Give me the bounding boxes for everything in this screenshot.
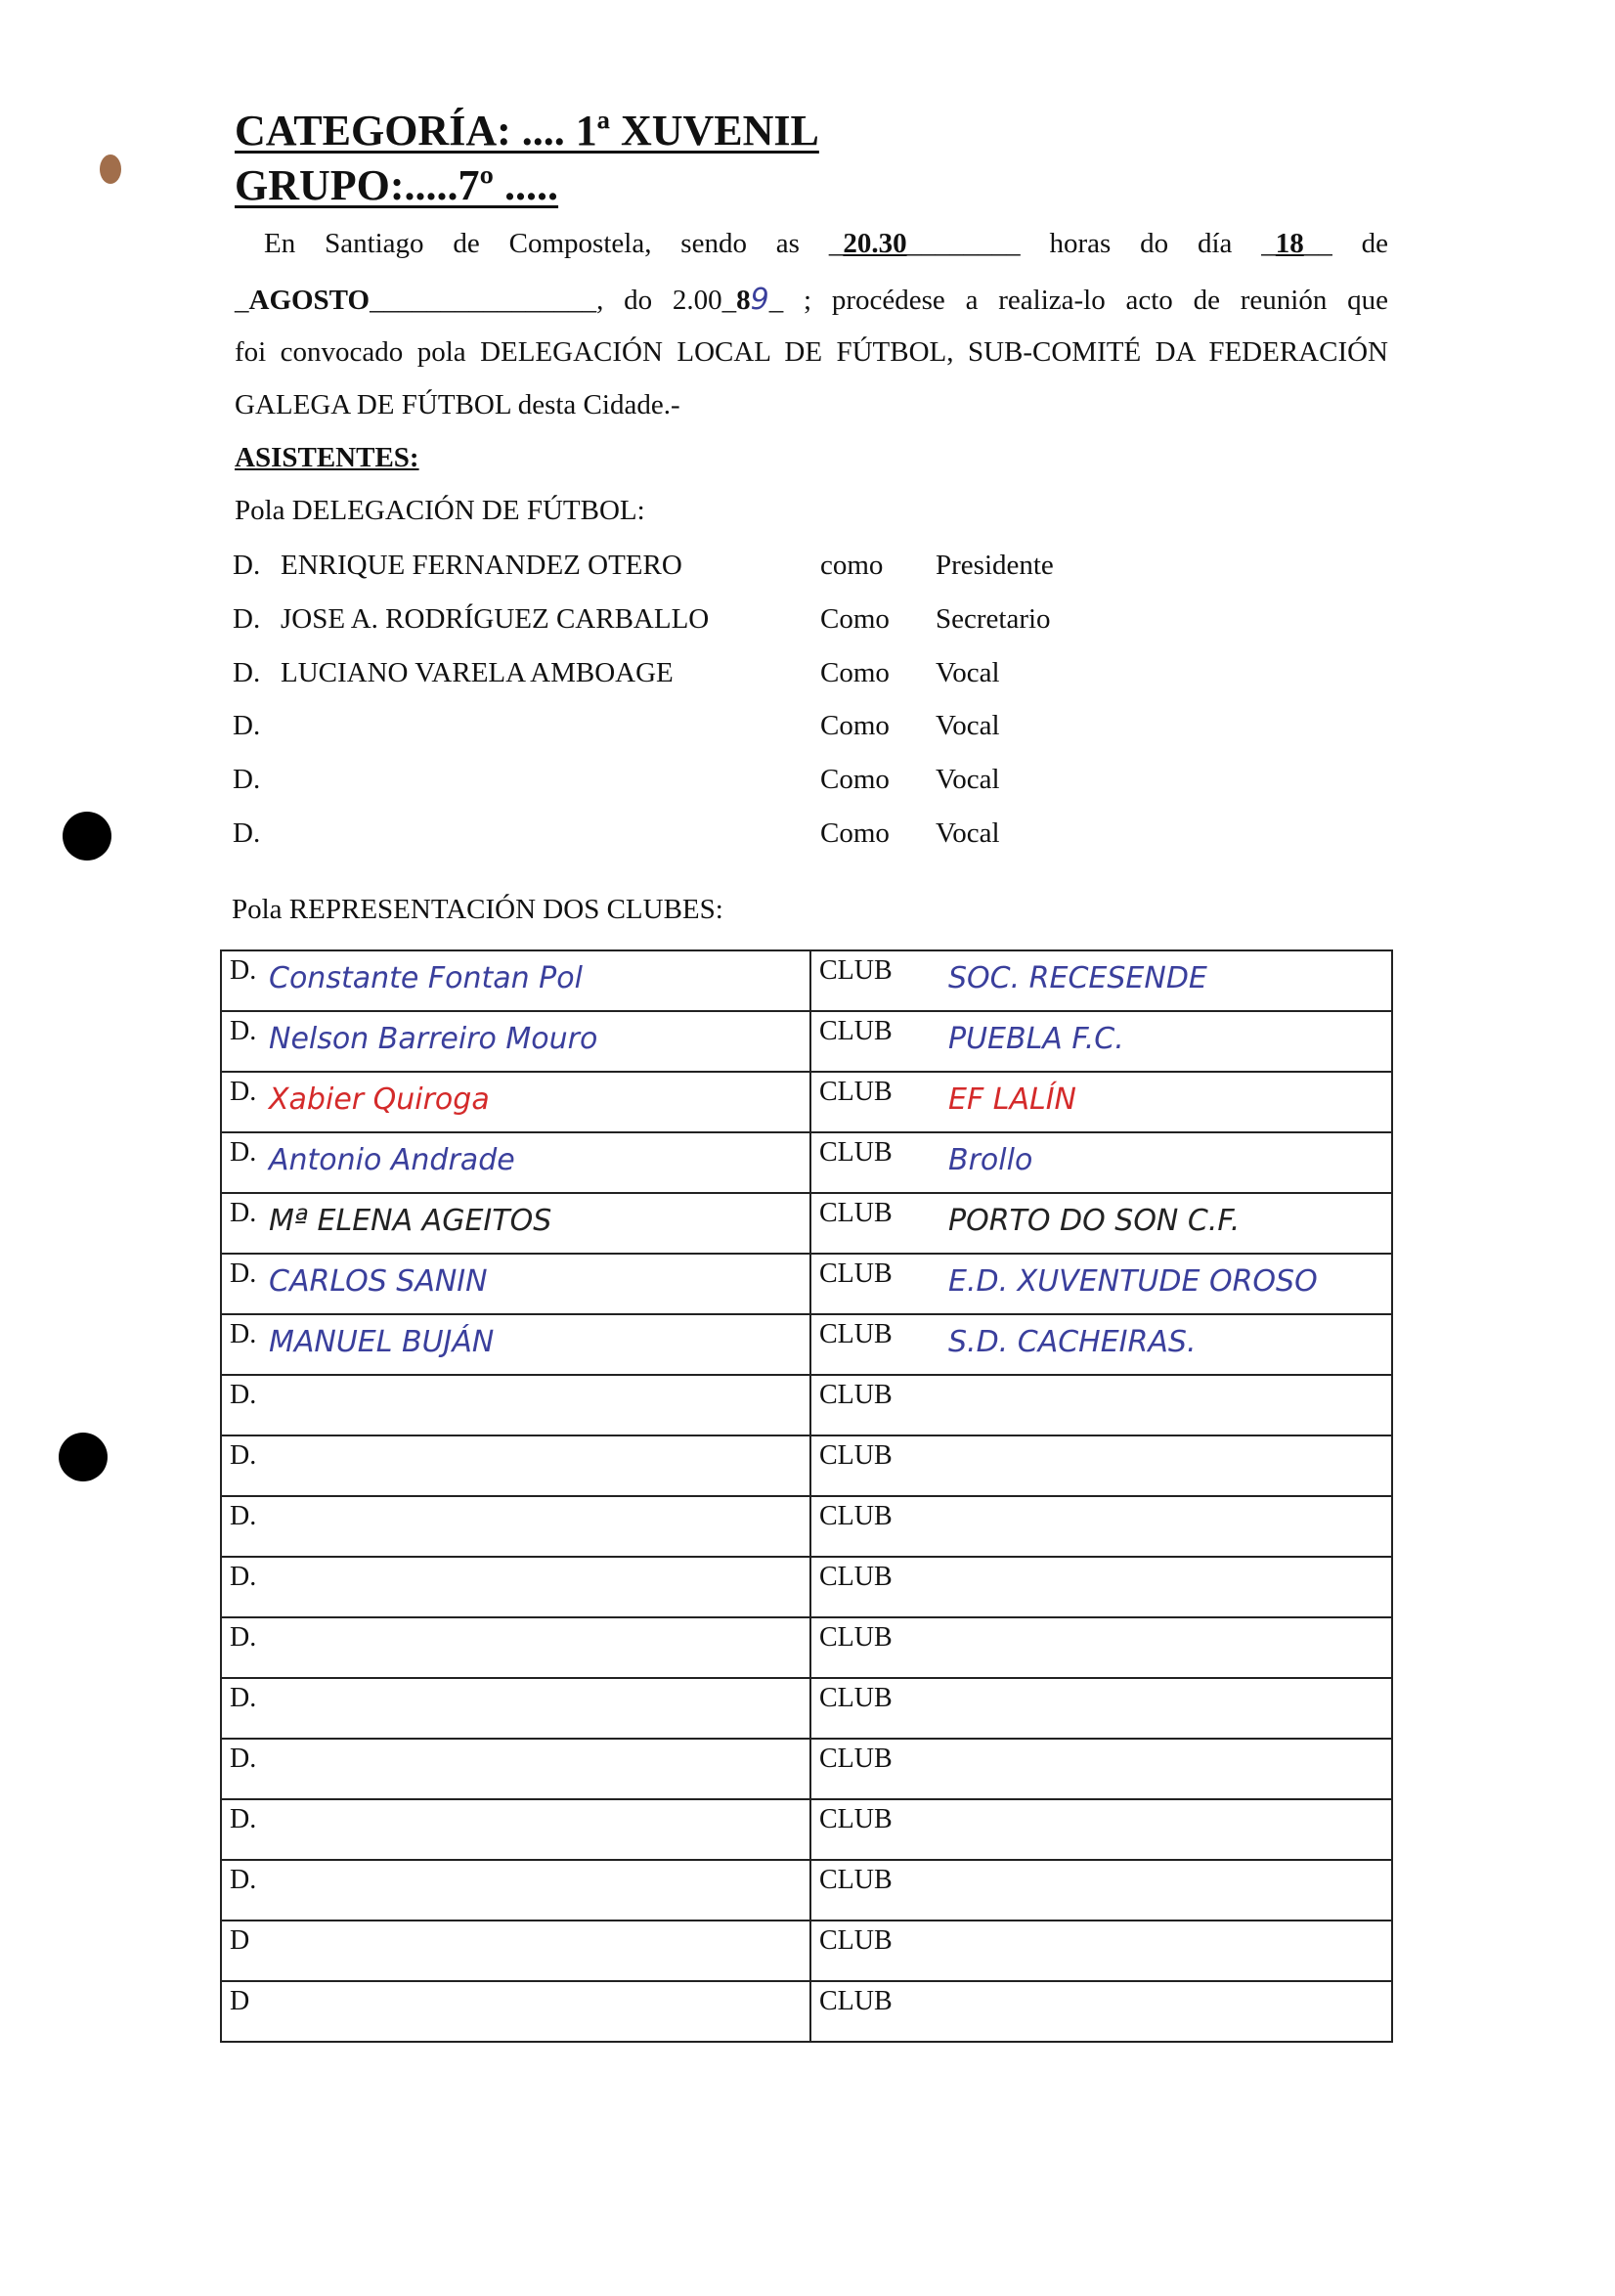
- delegacion-como: Como: [820, 602, 890, 635]
- delegate-prefix: D.: [230, 1562, 257, 1592]
- delegate-prefix: D.: [230, 1137, 257, 1168]
- delegate-cell: [221, 1496, 810, 1557]
- club-cell: [810, 1254, 1392, 1314]
- delegacion-role: Vocal: [936, 656, 1000, 688]
- delegate-name: Antonio Andrade: [269, 1143, 515, 1177]
- intro-text: de: [1361, 228, 1389, 259]
- table-row: [221, 950, 1392, 1011]
- clubes-table: [220, 949, 1393, 2043]
- table-row: [221, 1496, 1392, 1557]
- delegate-cell: [221, 1921, 810, 1981]
- club-cell: [810, 1617, 1392, 1678]
- club-cell: [810, 1011, 1392, 1072]
- club-label: CLUB: [819, 1258, 893, 1289]
- delegate-name: Nelson Barreiro Mouro: [269, 1022, 598, 1056]
- delegate-prefix: D: [230, 1925, 250, 1956]
- intro-text: En Santiago de Compostela, sendo as: [264, 228, 800, 259]
- club-cell: [810, 1072, 1392, 1132]
- delegate-prefix: D.: [230, 1501, 257, 1531]
- punch-hole: [63, 812, 111, 861]
- ano-handwritten: 9: [750, 283, 769, 317]
- delegacion-name: LUCIANO VARELA AMBOAGE: [281, 656, 674, 688]
- delegate-name: Mª ELENA AGEITOS: [269, 1204, 552, 1238]
- delegacion-role: Secretario: [936, 602, 1051, 635]
- delegate-cell: [221, 1860, 810, 1921]
- delegate-prefix: D.: [230, 1319, 257, 1349]
- club-label: CLUB: [819, 1562, 893, 1592]
- table-row: [221, 1921, 1392, 1981]
- delegacion-como: Como: [820, 656, 890, 688]
- categoria-heading: CATEGORÍA: .... 1ª XUVENIL: [235, 107, 819, 155]
- delegate-cell: [221, 1011, 810, 1072]
- table-row: [221, 1678, 1392, 1739]
- delegate-name: Constante Fontan Pol: [269, 961, 583, 995]
- delegate-prefix: D.: [230, 1804, 257, 1834]
- club-name: S.D. CACHEIRAS.: [948, 1325, 1197, 1359]
- club-cell: [810, 1799, 1392, 1860]
- delegate-prefix: D.: [230, 1077, 257, 1107]
- table-row: [221, 1254, 1392, 1314]
- intro-text: horas do día: [1049, 228, 1233, 259]
- delegate-prefix: D.: [230, 955, 257, 986]
- delegate-cell: [221, 1132, 810, 1193]
- delegate-prefix: D.: [230, 1198, 257, 1228]
- club-cell: [810, 1678, 1392, 1739]
- delegate-cell: [221, 1375, 810, 1435]
- table-row: [221, 1011, 1392, 1072]
- delegacion-prefix: D.: [233, 817, 261, 849]
- hora-value: 20.30: [843, 228, 907, 259]
- table-row: [221, 1981, 1392, 2042]
- table-row: [221, 1799, 1392, 1860]
- punch-hole: [59, 1433, 108, 1481]
- delegacion-role: Vocal: [936, 764, 1000, 796]
- delegate-cell: [221, 1193, 810, 1254]
- delegacion-como: como: [820, 550, 884, 581]
- delegate-name: MANUEL BUJÁN: [269, 1325, 495, 1359]
- intro-line-3: foi convocado pola DELEGACIÓN LOCAL DE FÚTBOL, SUB-COMITÉ DA FEDERACIÓN: [235, 336, 1388, 368]
- delegate-cell: [221, 1072, 810, 1132]
- delegate-prefix: D.: [230, 1683, 257, 1713]
- intro-line-4: GALEGA DE FÚTBOL desta Cidade.-: [235, 389, 680, 420]
- delegate-cell: [221, 1557, 810, 1617]
- delegacion-name: JOSE A. RODRÍGUEZ CARBALLO: [281, 602, 710, 635]
- delegate-name: Xabier Quiroga: [269, 1082, 490, 1117]
- delegate-cell: [221, 1617, 810, 1678]
- club-label: CLUB: [819, 1380, 893, 1410]
- delegacion-label: Pola DELEGACIÓN DE FÚTBOL:: [235, 495, 645, 526]
- club-cell: [810, 1132, 1392, 1193]
- club-label: CLUB: [819, 1137, 893, 1168]
- clubes-label: Pola REPRESENTACIÓN DOS CLUBES:: [232, 894, 723, 925]
- club-label: CLUB: [819, 1865, 893, 1895]
- table-row: [221, 1375, 1392, 1435]
- delegate-cell: [221, 1739, 810, 1799]
- club-label: CLUB: [819, 955, 893, 986]
- club-label: CLUB: [819, 1016, 893, 1046]
- club-name: E.D. XUVENTUDE OROSO: [948, 1264, 1318, 1299]
- delegate-prefix: D.: [230, 1380, 257, 1410]
- club-cell: [810, 1314, 1392, 1375]
- table-row: [221, 1617, 1392, 1678]
- delegacion-prefix: D.: [233, 710, 261, 742]
- club-label: CLUB: [819, 1622, 893, 1653]
- delegate-cell: [221, 1981, 810, 2042]
- club-name: PORTO DO SON C.F.: [948, 1204, 1241, 1238]
- table-row: [221, 1314, 1392, 1375]
- club-label: CLUB: [819, 1683, 893, 1713]
- club-label: CLUB: [819, 1198, 893, 1228]
- delegacion-como: Como: [820, 710, 890, 742]
- club-label: CLUB: [819, 1501, 893, 1531]
- club-cell: [810, 1435, 1392, 1496]
- table-row: [221, 1132, 1392, 1193]
- ano-printed: 8: [736, 285, 751, 316]
- delegate-cell: [221, 1314, 810, 1375]
- delegate-cell: [221, 950, 810, 1011]
- delegate-prefix: D.: [230, 1622, 257, 1653]
- club-cell: [810, 950, 1392, 1011]
- table-row: [221, 1860, 1392, 1921]
- club-label: CLUB: [819, 1804, 893, 1834]
- intro-line-2: _AGOSTO________________, do 2.00_89_ ; procédese a realiza-lo acto de reunión que: [235, 283, 1389, 317]
- club-label: CLUB: [819, 1986, 893, 2016]
- club-cell: [810, 1557, 1392, 1617]
- delegate-cell: [221, 1254, 810, 1314]
- delegacion-role: Presidente: [936, 550, 1054, 581]
- club-name: EF LALÍN: [948, 1082, 1076, 1117]
- delegacion-role: Vocal: [936, 710, 1000, 742]
- delegate-cell: [221, 1799, 810, 1860]
- mes-value: AGOSTO: [248, 285, 371, 316]
- delegate-name: CARLOS SANIN: [269, 1264, 488, 1299]
- delegate-cell: [221, 1678, 810, 1739]
- club-label: CLUB: [819, 1744, 893, 1774]
- table-row: [221, 1193, 1392, 1254]
- club-label: CLUB: [819, 1925, 893, 1956]
- delegacion-prefix: D.: [233, 602, 261, 635]
- club-cell: [810, 1375, 1392, 1435]
- club-name: SOC. RECESENDE: [948, 961, 1207, 995]
- stain: [100, 155, 121, 184]
- intro-text: ; procédese a realiza-lo acto de reunión que: [804, 285, 1389, 316]
- delegate-prefix: D: [230, 1986, 250, 2016]
- delegate-cell: [221, 1435, 810, 1496]
- delegacion-name: ENRIQUE FERNANDEZ OTERO: [281, 550, 682, 581]
- intro-line-1: En Santiago de Compostela, sendo as _20.30________ horas do día _18__ de: [235, 228, 1388, 260]
- table-row: [221, 1557, 1392, 1617]
- club-label: CLUB: [819, 1319, 893, 1349]
- delegacion-como: Como: [820, 817, 890, 849]
- club-cell: [810, 1193, 1392, 1254]
- table-row: [221, 1072, 1392, 1132]
- delegate-prefix: D.: [230, 1440, 257, 1471]
- intro-text: , do 2.00: [596, 285, 722, 316]
- delegacion-prefix: D.: [233, 656, 261, 688]
- club-name: PUEBLA F.C.: [948, 1022, 1124, 1056]
- delegacion-como: Como: [820, 764, 890, 796]
- dia-value: 18: [1275, 228, 1304, 259]
- grupo-heading: GRUPO:.....7º .....: [235, 161, 559, 209]
- delegate-prefix: D.: [230, 1016, 257, 1046]
- club-cell: [810, 1860, 1392, 1921]
- delegacion-prefix: D.: [233, 764, 261, 796]
- delegate-prefix: D.: [230, 1865, 257, 1895]
- club-label: CLUB: [819, 1077, 893, 1107]
- table-row: [221, 1739, 1392, 1799]
- delegate-prefix: D.: [230, 1258, 257, 1289]
- club-cell: [810, 1981, 1392, 2042]
- table-row: [221, 1435, 1392, 1496]
- club-cell: [810, 1496, 1392, 1557]
- club-cell: [810, 1739, 1392, 1799]
- club-label: CLUB: [819, 1440, 893, 1471]
- delegacion-role: Vocal: [936, 817, 1000, 849]
- delegacion-prefix: D.: [233, 550, 261, 581]
- delegate-prefix: D.: [230, 1744, 257, 1774]
- club-name: Brollo: [948, 1143, 1033, 1177]
- asistentes-label: ASISTENTES:: [235, 442, 419, 473]
- club-cell: [810, 1921, 1392, 1981]
